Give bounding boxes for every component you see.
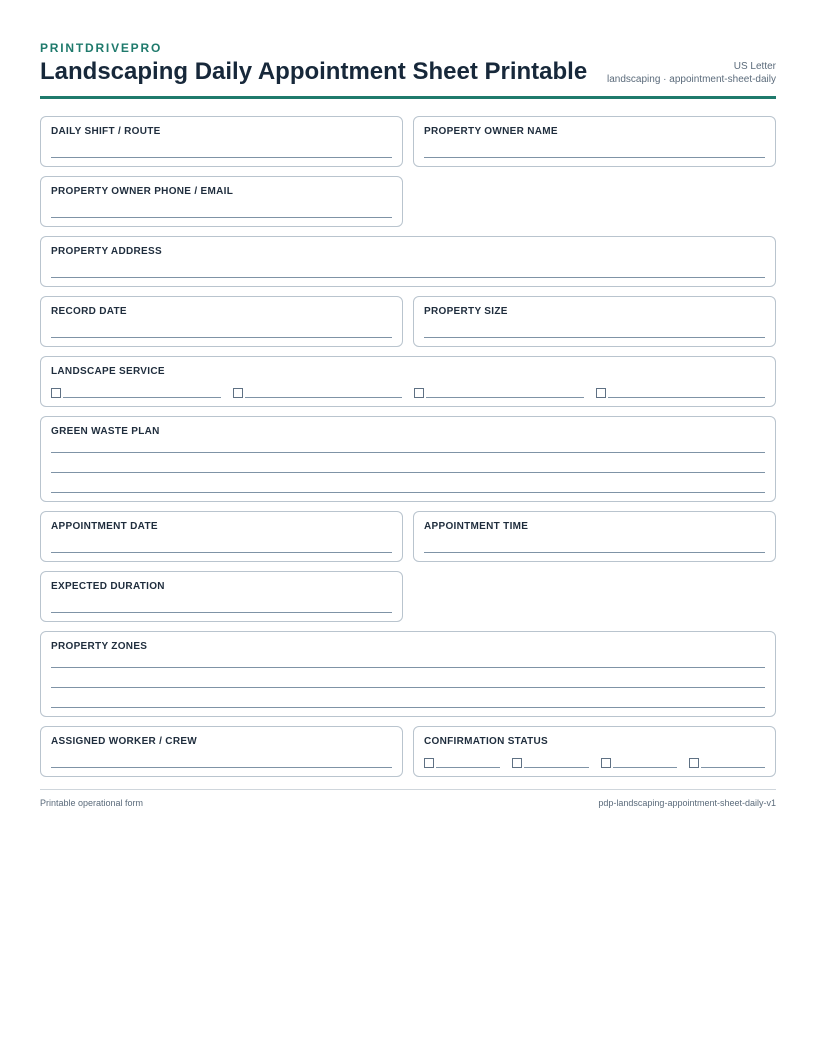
address-field: [40, 236, 776, 287]
brand-name: PRINTDRIVEPRO: [40, 41, 163, 55]
header-meta: [607, 60, 776, 86]
form-page: [40, 0, 776, 808]
property-zones-line[interactable]: [51, 707, 765, 708]
owner-contact-input-line[interactable]: [51, 217, 392, 218]
property-size-field: [413, 296, 776, 347]
property-size-label: PROPERTY SIZE: [424, 306, 508, 317]
record-date-field: [40, 296, 403, 347]
green-waste-plan-line[interactable]: [51, 472, 765, 473]
owner-contact-label: PROPERTY OWNER PHONE / EMAIL: [51, 186, 234, 197]
status-checkbox[interactable]: [689, 758, 699, 768]
page-title: Landscaping Daily Appointment Sheet Printable: [40, 58, 588, 85]
expected-duration-input-line[interactable]: [51, 612, 392, 613]
service-option-line[interactable]: [608, 397, 766, 398]
confirmation-status-field: [413, 726, 776, 777]
green-waste-plan-line[interactable]: [51, 492, 765, 493]
property-zones-line[interactable]: [51, 667, 765, 668]
landscape-service-options: [51, 384, 765, 398]
status-option: [424, 754, 500, 768]
service-option: [596, 384, 766, 398]
service-checkbox[interactable]: [596, 388, 606, 398]
record-date-input-line[interactable]: [51, 337, 392, 338]
service-option: [414, 384, 584, 398]
page-header: [40, 0, 776, 100]
paper-size: US Letter: [733, 61, 776, 72]
status-option-line[interactable]: [436, 767, 500, 768]
property-size-input-line[interactable]: [424, 337, 765, 338]
service-checkbox[interactable]: [233, 388, 243, 398]
property-zones-label: PROPERTY ZONES: [51, 641, 148, 652]
landscape-service-field: [40, 356, 776, 407]
form-id: pdp-landscaping-appointment-sheet-daily-v1: [598, 798, 776, 808]
daily-shift-field: [40, 116, 403, 167]
green-waste-plan-label: GREEN WASTE PLAN: [51, 426, 160, 437]
daily-shift-input-line[interactable]: [51, 157, 392, 158]
daily-shift-label: DAILY SHIFT / ROUTE: [51, 126, 161, 137]
appointment-date-field: [40, 511, 403, 562]
owner-name-input-line[interactable]: [424, 157, 765, 158]
appointment-time-field: [413, 511, 776, 562]
service-option: [233, 384, 403, 398]
footer-note: Printable operational form: [40, 798, 144, 808]
status-checkbox[interactable]: [512, 758, 522, 768]
appointment-time-input-line[interactable]: [424, 552, 765, 553]
owner-name-label: PROPERTY OWNER NAME: [424, 126, 558, 137]
status-checkbox[interactable]: [424, 758, 434, 768]
status-option-line[interactable]: [613, 767, 677, 768]
expected-duration-field: [40, 571, 403, 622]
assigned-worker-field: [40, 726, 403, 777]
green-waste-plan-line[interactable]: [51, 452, 765, 453]
service-option-line[interactable]: [245, 397, 403, 398]
owner-name-field: [413, 116, 776, 167]
status-option: [601, 754, 677, 768]
confirmation-status-label: CONFIRMATION STATUS: [424, 736, 549, 747]
header-rule: [40, 96, 776, 99]
landscape-service-label: LANDSCAPE SERVICE: [51, 366, 165, 377]
status-option-line[interactable]: [701, 767, 765, 768]
appointment-date-label: APPOINTMENT DATE: [51, 521, 158, 532]
property-zones-field: [40, 631, 776, 717]
footer-rule: [40, 789, 776, 790]
service-option-line[interactable]: [63, 397, 221, 398]
green-waste-plan-field: [40, 416, 776, 502]
status-option: [512, 754, 588, 768]
address-label: PROPERTY ADDRESS: [51, 246, 162, 257]
record-date-label: RECORD DATE: [51, 306, 127, 317]
service-checkbox[interactable]: [51, 388, 61, 398]
appointment-time-label: APPOINTMENT TIME: [424, 521, 529, 532]
status-option-line[interactable]: [524, 767, 588, 768]
expected-duration-label: EXPECTED DURATION: [51, 581, 165, 592]
confirmation-status-options: [424, 754, 765, 768]
assigned-worker-input-line[interactable]: [51, 767, 392, 768]
service-option-line[interactable]: [426, 397, 584, 398]
property-zones-line[interactable]: [51, 687, 765, 688]
owner-contact-field: [40, 176, 403, 227]
status-option: [689, 754, 765, 768]
form-slug: landscaping · appointment-sheet-daily: [607, 74, 776, 85]
appointment-date-input-line[interactable]: [51, 552, 392, 553]
service-option: [51, 384, 221, 398]
address-input-line[interactable]: [51, 277, 765, 278]
status-checkbox[interactable]: [601, 758, 611, 768]
assigned-worker-label: ASSIGNED WORKER / CREW: [51, 736, 198, 747]
service-checkbox[interactable]: [414, 388, 424, 398]
